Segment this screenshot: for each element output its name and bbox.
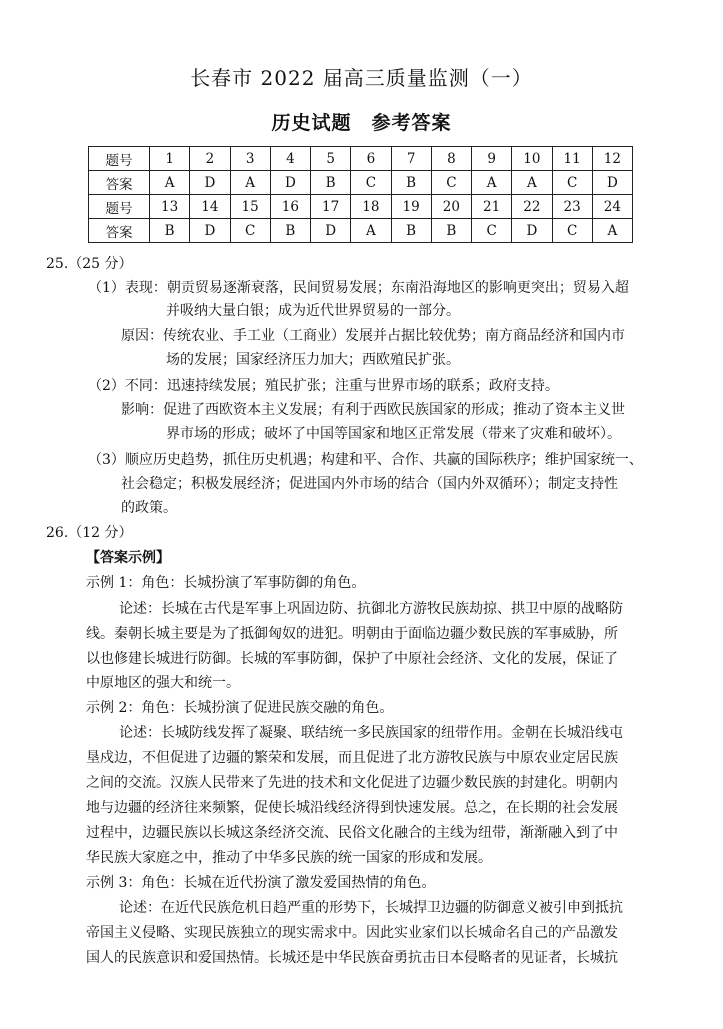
answer-table-cell: A [150, 171, 190, 195]
q25-line: 场的发展；国家经济压力加大；西欧殖民扩张。 [166, 352, 460, 368]
answer-table-cell: B [391, 219, 431, 243]
answer-table-cell: 3 [230, 147, 270, 171]
answer-table-row [89, 171, 633, 195]
answer-table [88, 146, 633, 243]
answer-table-cell: 13 [150, 195, 190, 219]
answer-table-cell: C [431, 171, 471, 195]
answer-table-cell: 7 [391, 147, 431, 171]
answer-table-cell: B [150, 219, 190, 243]
answer-table-row-label: 答案 [89, 171, 150, 195]
answer-table-cell: B [391, 171, 431, 195]
q25-line: 的政策。 [121, 500, 177, 516]
q26-line: 论述：长城防线发挥了凝聚、联结统一多民族国家的纽带作用。金朝在长城沿线屯 [119, 725, 623, 741]
answer-table-cell: 11 [552, 147, 592, 171]
answer-table-cell: D [512, 219, 552, 243]
q26-line: 国人的民族意识和爱国热情。长城还是中华民族奋勇抗击日本侵略者的见证者，长城抗 [86, 950, 618, 966]
q26-line: 以也修建长城进行防御。长城的军事防御，保护了中原社会经济、文化的发展，保证了 [86, 651, 618, 667]
q25-line: 并吸纳大量白银；成为近代世界贸易的一部分。 [166, 303, 460, 319]
q25-line: （2）不同：迅速持续发展；殖民扩张；注重与世界市场的联系；政府支持。 [88, 378, 559, 394]
answer-table-cell: D [592, 171, 632, 195]
subtitle-subject: 历史试题 [271, 112, 352, 134]
q26-line: 中原地区的强大和统一。 [86, 675, 240, 691]
q26-line: 之间的交流。汉族人民带来了先进的技术和文化促进了边疆少数民族的封建化。明朝内 [86, 775, 618, 791]
answer-table-cell: 9 [472, 147, 512, 171]
answer-table-cell: C [230, 219, 270, 243]
answer-table-cell: 2 [190, 147, 230, 171]
answer-table-cell: 19 [391, 195, 431, 219]
answer-table-cell: A [351, 219, 391, 243]
q26-line: 示例 3：角色：长城在近代扮演了激发爱国热情的角色。 [86, 875, 436, 891]
q26-line: 论述：在近代民族危机日趋严重的形势下，长城捍卫边疆的防御意义被引申到抵抗 [119, 900, 623, 916]
answer-table-cell: 5 [311, 147, 351, 171]
document-title: 长春市 2022 届高三质量监测（一） [190, 66, 533, 90]
q25-line: 影响：促进了西欧资本主义发展；有利于西欧民族国家的形成；推动了资本主义世 [121, 402, 625, 418]
answer-table-row [89, 195, 633, 219]
answer-table-cell: 18 [351, 195, 391, 219]
answer-table-cell: 1 [150, 147, 190, 171]
q26-line: 论述：长城在古代是军事上巩固边防、抗御北方游牧民族劫掠、拱卫中原的战略防 [119, 601, 623, 617]
answer-table-cell: D [270, 171, 310, 195]
answer-table-cell: D [190, 171, 230, 195]
answer-table-cell: 24 [592, 195, 632, 219]
q25-header: 25.（25 分） [46, 256, 133, 272]
q26-line: 示例 1：角色：长城扮演了军事防御的角色。 [86, 575, 366, 591]
answer-table-cell: 15 [230, 195, 270, 219]
answer-table-cell: 21 [472, 195, 512, 219]
answer-table-cell: B [311, 171, 351, 195]
answer-table-cell: B [431, 219, 471, 243]
subtitle-answer-key: 参考答案 [371, 112, 452, 134]
q25-line: 原因：传统农业、手工业（工商业）发展并占据比较优势；南方商品经济和国内市 [121, 328, 625, 344]
q26-line: 线。秦朝长城主要是为了抵御匈奴的进犯。明朝由于面临边疆少数民族的军事威胁，所 [86, 626, 618, 642]
q26-line: 地与边疆的经济往来频繁，促使长城沿线经济得到快速发展。总之，在长期的社会发展 [86, 800, 618, 816]
answer-table-cell: 8 [431, 147, 471, 171]
q26-line: 帝国主义侵略、实现民族独立的现实需求中。因此实业家们以长城命名自己的产品激发 [86, 925, 618, 941]
answer-table-cell: 17 [311, 195, 351, 219]
answer-table-cell: 20 [431, 195, 471, 219]
answer-table-cell: 12 [592, 147, 632, 171]
answer-table-cell: D [190, 219, 230, 243]
q26-line: 垦戍边，不但促进了边疆的繁荣和发展，而且促进了北方游牧民族与中原农业定居民族 [86, 750, 618, 766]
answer-table-cell: C [472, 219, 512, 243]
answer-table-cell: C [552, 219, 592, 243]
q26-line: 示例 2：角色：长城扮演了促进民族交融的角色。 [86, 700, 394, 716]
q26-header: 26.（12 分） [46, 525, 133, 541]
answer-table-cell: 10 [512, 147, 552, 171]
q26-line: 过程中，边疆民族以长城这条经济交流、民俗文化融合的主线为纽带，渐渐融入到了中 [86, 825, 618, 841]
answer-table-row-label: 题号 [89, 147, 150, 171]
answer-table-cell: C [552, 171, 592, 195]
q25-line: 社会稳定；积极发展经济；促进国内外市场的结合（国内外双循环）；制定支持性 [121, 476, 618, 492]
answer-table-cell: 4 [270, 147, 310, 171]
answer-table-cell: A [230, 171, 270, 195]
q25-line: （1）表现：朝贡贸易逐渐衰落，民间贸易发展；东南沿海地区的影响更突出；贸易入超 [88, 280, 629, 296]
answer-table-cell: 6 [351, 147, 391, 171]
answer-table-cell: 14 [190, 195, 230, 219]
answer-table-cell: B [270, 219, 310, 243]
answer-table-cell: D [311, 219, 351, 243]
q25-line: 界市场的形成；破坏了中国等国家和地区正常发展（带来了灾难和破坏）。 [166, 426, 621, 442]
answer-table-cell: 22 [512, 195, 552, 219]
answer-table-row [89, 219, 633, 243]
document-subtitle [0, 108, 723, 135]
answer-table-row [89, 147, 633, 171]
answer-table-cell: A [592, 219, 632, 243]
q25-line: （3）顺应历史趋势，抓住历史机遇；构建和平、合作、共赢的国际秩序；维护国家统一、 [88, 452, 643, 468]
answer-table-cell: A [472, 171, 512, 195]
answer-table-cell: C [351, 171, 391, 195]
q26-line: 华民族大家庭之中，推动了中华多民族的统一国家的形成和发展。 [86, 850, 492, 866]
answer-table-row-label: 题号 [89, 195, 150, 219]
q26-section-title: 【答案示例】 [86, 550, 170, 566]
answer-table-cell: 16 [270, 195, 310, 219]
answer-table-cell: 23 [552, 195, 592, 219]
answer-table-row-label: 答案 [89, 219, 150, 243]
answer-table-cell: A [512, 171, 552, 195]
